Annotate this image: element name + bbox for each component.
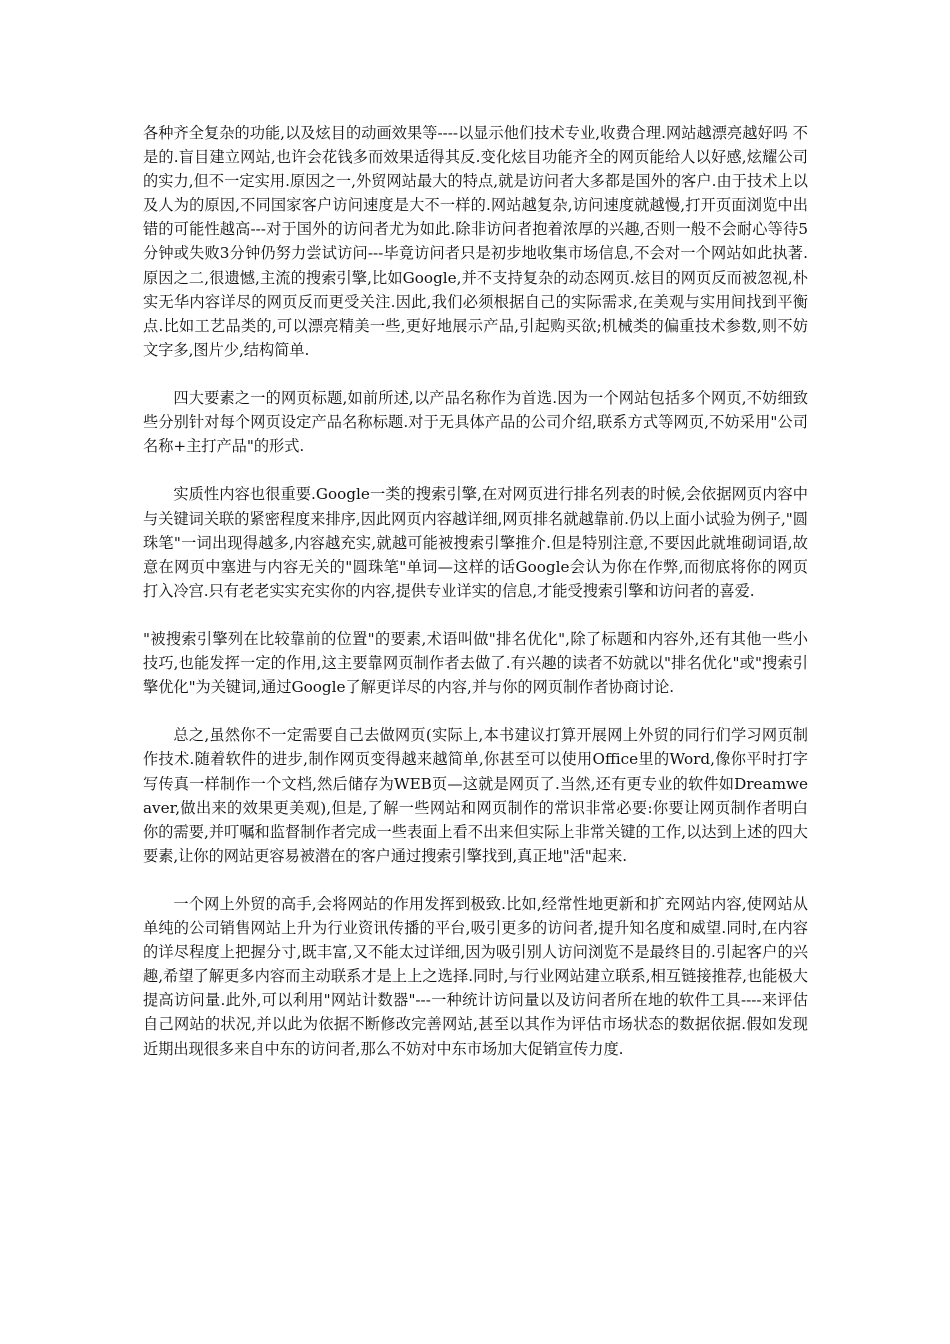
paragraph-website-complexity: 各种齐全复杂的功能,以及炫目的动画效果等----以显示他们技术专业,收费合理.网站越漂亮越好吗 不是的.盲目建立网站,也许会花钱多而效果适得其反.变化炫目功能齐全的网页能给人以好感,炫耀公司的实力,但不一定实用.原因之一,外贸网站最大的特点,就是访问者大多都是国外的客户.由于技术上以及人为的原因,不同国家客户访问速度是大不一样的.网站越复杂,访问速度就越慢,打开页面浏览中出错的可能性越高---对于国外的访问者尤为如此.除非访问者抱着浓厚的兴趣,否则一般不会耐心等待5分钟或失败3分钟仍努力尝试访问---毕竟访问者只是初步地收集市场信息,不会对一个网站如此执著.原因之二,很遗憾,主流的搜索引擎,比如Google,并不支持复杂的动态网页.炫目的网页反而被忽视,朴实无华内容详尽的网页反而更受关注.因此,我们必须根据自己的实际需求,在美观与实用间找到平衡点.比如工艺品类的,可以漂亮精美一些,更好地展示产品,引起购买欲;机械类的偏重技术参数,则不妨文字多,图片少,结构简单. [143,124,808,359]
document-page [143,121,808,1085]
paragraph-content-quality: 实质性内容也很重要.Google一类的搜索引擎,在对网页进行排名列表的时候,会依据网页内容中与关键词关联的紧密程度来排序,因此网页内容越详细,网页排名就越靠前.仍以上面小试验为例子,"圆珠笔"一词出现得越多,内容越充实,就越可能被搜索引擎推介.但是特别注意,不要因此就堆砌词语,故意在网页中塞进与内容无关的"圆珠笔"单词—这样的话Google会认为你在作弊,而彻底将你的网页打入冷宫.只有老老实实充实你的内容,提供专业详实的信息,才能受搜索引擎和访问者的喜爱. [143,485,808,600]
paragraph-expert-tips: 一个网上外贸的高手,会将网站的作用发挥到极致.比如,经常性地更新和扩充网站内容,使网站从单纯的公司销售网站上升为行业资讯传播的平台,吸引更多的访问者,提升知名度和威望.同时,在内容的详尽程度上把握分寸,既丰富,又不能太过详细,因为吸引别人访问浏览不是最终目的.引起客户的兴趣,希望了解更多内容而主动联系才是上上之选择.同时,与行业网站建立联系,相互链接推荐,也能极大提高访问量.此外,可以利用"网站计数器"---一种统计访问量以及访问者所在地的软件工具----来评估自己网站的状况,并以此为依据不断修改完善网站,甚至以其作为评估市场状态的数据依据.假如发现近期出现很多来自中东的访问者,那么不妨对中东市场加大促销宣传力度. [143,895,808,1058]
paragraph-summary: 总之,虽然你不一定需要自己去做网页(实际上,本书建议打算开展网上外贸的同行们学习网页制作技术.随着软件的进步,制作网页变得越来越简单,你甚至可以使用Office里的Word,像你平时打字写传真一样制作一个文档,然后储存为WEB页—这就是网页了.当然,还有更专业的软件如Dreamweaver,做出来的效果更美观),但是,了解一些网站和网页制作的常识非常必要:你要让网页制作者明白你的需要,并叮嘱和监督制作者完成一些表面上看不出来但实际上非常关键的工作,以达到上述的四大要素,让你的网站更容易被潜在的客户通过搜索引擎找到,真正地"活"起来. [143,726,808,865]
paragraph-ranking-optimization: "被搜索引擎列在比较靠前的位置"的要素,术语叫做"排名优化",除了标题和内容外,还有其他一些小技巧,也能发挥一定的作用,这主要靠网页制作者去做了.有兴趣的读者不妨就以"排名优化"或"搜索引擎优化"为关键词,通过Google了解更详尽的内容,并与你的网页制作者协商讨论. [143,629,808,697]
paragraph-page-title: 四大要素之一的网页标题,如前所述,以产品名称作为首选.因为一个网站包括多个网页,不妨细致些分别针对每个网页设定产品名称标题.对于无具体产品的公司介绍,联系方式等网页,不妨采用"公司名称+主打产品"的形式. [143,389,808,456]
